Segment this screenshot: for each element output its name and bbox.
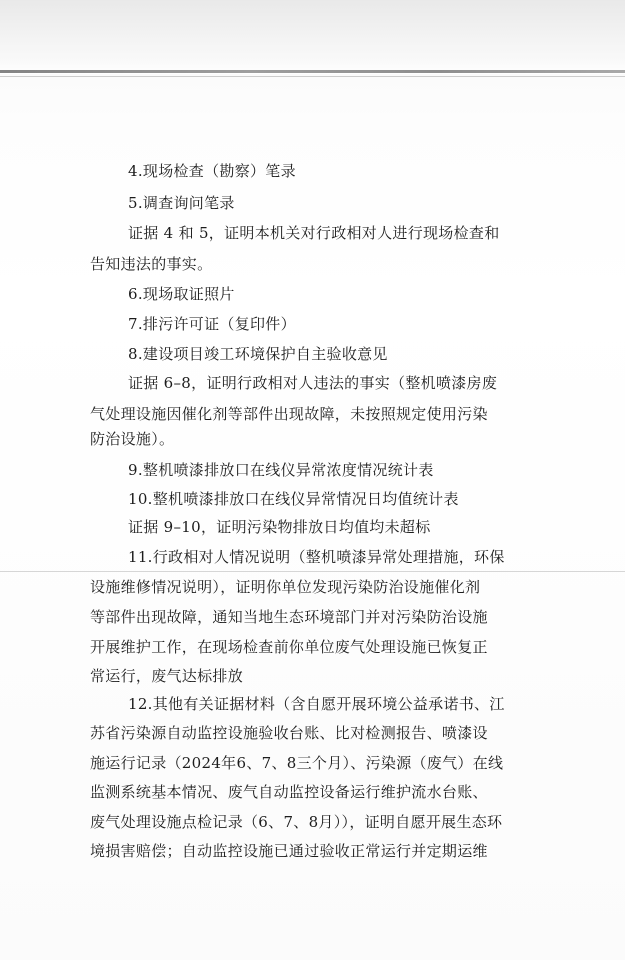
evidence-item-12: 12.其他有关证据材料（含自愿开展环境公益承诺书、江 (128, 695, 505, 713)
evidence-item-11: 11.行政相对人情况说明（整机喷漆异常处理措施，环保 (128, 548, 505, 566)
evidence-note-6-8-cont2: 防治设施）。 (90, 430, 175, 448)
evidence-item-12-cont2: 施运行记录（2024年6、7、8三个月）、污染源（废气）在线 (90, 754, 504, 772)
evidence-note-4-5-cont: 告知违法的事实。 (90, 255, 213, 273)
evidence-item-11-cont2: 等部件出现故障，通知当地生态环境部门并对污染防治设施 (90, 608, 488, 626)
evidence-item-4: 4.现场检查（勘察）笔录 (128, 162, 296, 180)
evidence-note-9-10: 证据 9–10，证明污染物排放日均值均未超标 (128, 518, 431, 536)
evidence-item-12-cont5: 境损害赔偿；自动监控设施已通过验收正常运行并定期运维 (90, 842, 488, 860)
evidence-item-12-cont4: 废气处理设施点检记录（6、7、8月）），证明自愿开展生态环 (90, 813, 503, 831)
evidence-item-5: 5.调查询问笔录 (128, 194, 235, 212)
evidence-item-11-cont3: 开展维护工作，在现场检查前你单位废气处理设施已恢复正 (90, 638, 488, 656)
evidence-note-6-8: 证据 6–8，证明行政相对人违法的事实（整机喷漆房废 (128, 374, 498, 392)
evidence-item-12-cont3: 监测系统基本情况、废气自动监控设备运行维护流水台账、 (90, 783, 488, 801)
evidence-note-6-8-cont1: 气处理设施因催化剂等部件出现故障，未按照规定使用污染 (90, 405, 488, 423)
evidence-item-10: 10.整机喷漆排放口在线仪异常情况日均值统计表 (128, 490, 459, 508)
evidence-item-11-cont1: 设施维修情况说明），证明你单位发现污染防治设施催化剂 (90, 578, 481, 596)
evidence-item-9: 9.整机喷漆排放口在线仪异常浓度情况统计表 (128, 461, 434, 479)
evidence-item-8: 8.建设项目竣工环境保护自主验收意见 (128, 345, 388, 363)
evidence-item-6: 6.现场取证照片 (128, 285, 235, 303)
evidence-note-4-5: 证据 4 和 5，证明本机关对行政相对人进行现场检查和 (128, 224, 500, 242)
evidence-item-12-cont1: 苏省污染源自动监控设施验收台账、比对检测报告、喷漆设 (90, 724, 488, 742)
evidence-item-7: 7.排污许可证（复印件） (128, 315, 296, 333)
evidence-item-11-cont4: 常运行，废气达标排放 (90, 667, 244, 685)
